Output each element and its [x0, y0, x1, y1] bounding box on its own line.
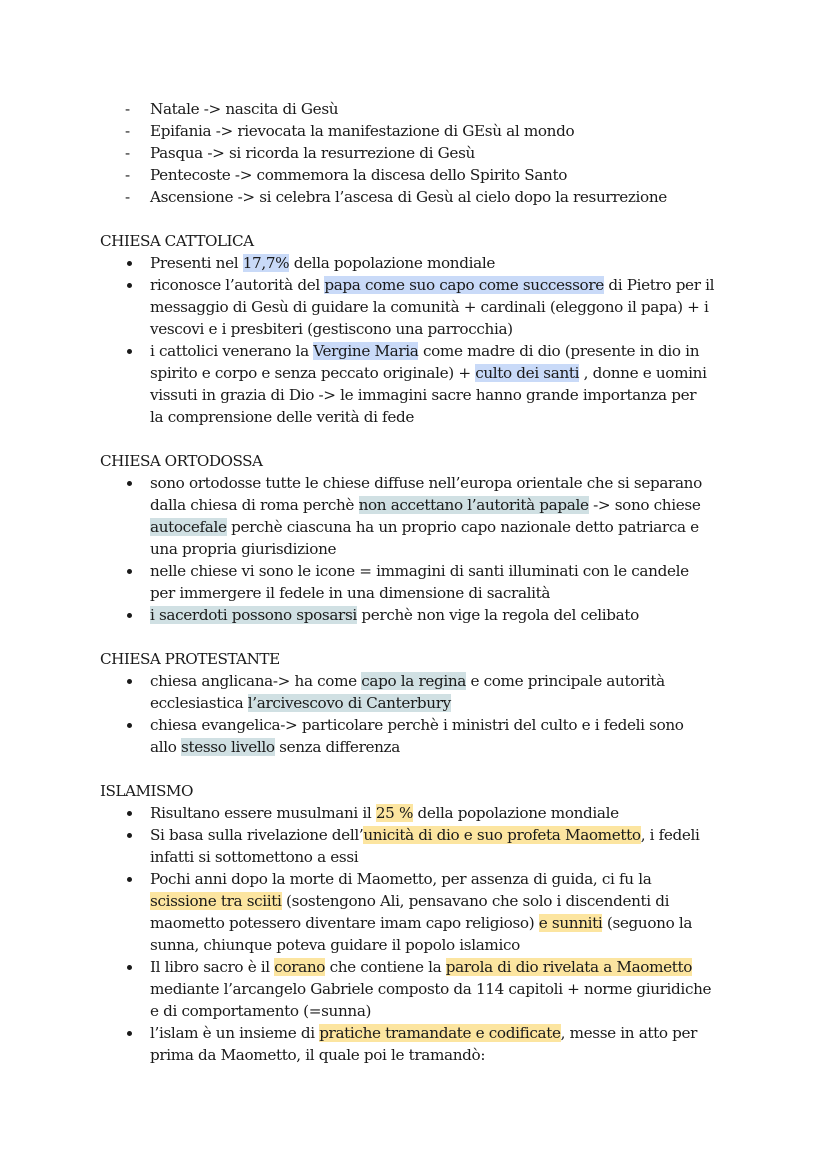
list-item: - Natale -> nascita di Gesù: [125, 100, 339, 118]
highlight: 17,7%: [242, 254, 290, 272]
list-item: - Pentecoste -> commemora la discesa dello Spirito Santo: [125, 166, 568, 184]
dash-marker: -: [125, 166, 130, 184]
highlight: stesso livello: [181, 738, 275, 756]
highlight: scissione tra sciiti: [150, 892, 282, 910]
list-item: chiesa anglicana-> ha come capo la regina e come principale autorità ecclesiastica l’arcivescovo di Canterbury: [100, 670, 740, 714]
dash-marker: -: [125, 144, 130, 162]
bullet-list: [100, 252, 740, 428]
section-chiesa-protestante: [100, 648, 740, 758]
list-item: riconosce l’autorità del papa come suo capo come successore di Pietro per il messaggio di Gesù di guidare la comunità + cardinali (eleggono il papa) + i vescovi e i presbiteri (gestiscono una parrocchia): [100, 274, 740, 340]
bullet-icon: [127, 1031, 132, 1036]
list-item: nelle chiese vi sono le icone = immagini di santi illuminati con le candele per immergere il fedele in una dimensione di sacralità: [100, 560, 740, 604]
highlight: papa come suo capo come successore: [324, 276, 604, 294]
list-item: l’islam è un insieme di pratiche tramandate e codificate, messe in atto per prima da Maometto, il quale poi le tramandò:: [100, 1022, 740, 1066]
highlight: parola di dio rivelata a Maometto: [445, 958, 693, 976]
highlight: l’arcivescovo di Canterbury: [247, 694, 451, 712]
bullet-icon: [127, 811, 132, 816]
list-item: - Ascensione -> si celebra l’ascesa di Gesù al cielo dopo la resurrezione: [125, 188, 667, 206]
section-heading: ISLAMISMO: [100, 782, 193, 800]
dash-marker: -: [125, 122, 130, 140]
dash-marker: -: [125, 100, 130, 118]
bullet-icon: [127, 349, 132, 354]
highlight: Vergine Maria: [313, 342, 419, 360]
bullet-icon: [127, 613, 132, 618]
list-item: Il libro sacro è il corano che contiene la parola di dio rivelata a Maometto mediante l’arcangelo Gabriele composto da 114 capitoli + norme giuridiche e di comportamento (=sunna): [100, 956, 740, 1022]
list-item: sono ortodosse tutte le chiese diffuse nell’europa orientale che si separano dalla chiesa di roma perchè non accettano l’autorità papale -> sono chiese autocefale perchè ciascuna ha un proprio capo nazionale detto patriarca e una propria giurisdizione: [100, 472, 740, 560]
bullet-icon: [127, 877, 132, 882]
section-heading: CHIESA ORTODOSSA: [100, 452, 263, 470]
highlight: e sunniti: [538, 914, 603, 932]
bullet-icon: [127, 679, 132, 684]
highlight: unicità di dio e suo profeta Maometto: [363, 826, 641, 844]
list-item: - Epifania -> rievocata la manifestazione di GEsù al mondo: [125, 122, 575, 140]
bullet-icon: [127, 723, 132, 728]
highlight: i sacerdoti possono sposarsi: [150, 606, 357, 624]
dash-marker: -: [125, 188, 130, 206]
section-heading: CHIESA CATTOLICA: [100, 232, 254, 250]
document-page: [100, 98, 740, 1066]
bullet-icon: [127, 569, 132, 574]
bullet-list: [100, 802, 740, 1066]
section-chiesa-cattolica: [100, 230, 740, 428]
highlight: pratiche tramandate e codificate: [319, 1024, 561, 1042]
highlight: culto dei santi: [475, 364, 580, 382]
feast-list: [100, 98, 740, 208]
bullet-icon: [127, 283, 132, 288]
section-heading: CHIESA PROTESTANTE: [100, 650, 280, 668]
section-chiesa-ortodossa: [100, 450, 740, 626]
section-islamismo: [100, 780, 740, 1066]
list-item: - Pasqua -> si ricorda la resurrezione di Gesù: [125, 144, 475, 162]
bullet-icon: [127, 261, 132, 266]
list-item: Risultano essere musulmani il 25 % della popolazione mondiale: [100, 802, 740, 824]
highlight: corano: [274, 958, 326, 976]
highlight: autocefale: [150, 518, 227, 536]
list-item: i cattolici venerano la Vergine Maria come madre di dio (presente in dio in spirito e corpo e senza peccato originale) + culto dei santi , donne e uomini vissuti in grazia di Dio -> le immagini sacre hanno grande importanza per la comprensione delle verità di fede: [100, 340, 740, 428]
bullet-icon: [127, 965, 132, 970]
list-item: Presenti nel 17,7% della popolazione mondiale: [100, 252, 740, 274]
list-item: Si basa sulla rivelazione dell’unicità di dio e suo profeta Maometto, i fedeli infatti si sottomettono a essi: [100, 824, 740, 868]
bullet-list: [100, 472, 740, 626]
highlight: 25 %: [375, 804, 414, 822]
list-item: chiesa evangelica-> particolare perchè i ministri del culto e i fedeli sono allo stesso livello senza differenza: [100, 714, 740, 758]
highlight: capo la regina: [361, 672, 467, 690]
list-item: Pochi anni dopo la morte di Maometto, per assenza di guida, ci fu la scissione tra sciiti (sostengono Ali, pensavano che solo i discendenti di maometto potessero diventare imam capo religioso) e sunniti (seguono la sunna, chiunque poteva guidare il popolo islamico: [100, 868, 740, 956]
bullet-icon: [127, 833, 132, 838]
bullet-list: [100, 670, 740, 758]
list-item: i sacerdoti possono sposarsi perchè non vige la regola del celibato: [100, 604, 740, 626]
bullet-icon: [127, 481, 132, 486]
highlight: non accettano l’autorità papale: [358, 496, 589, 514]
